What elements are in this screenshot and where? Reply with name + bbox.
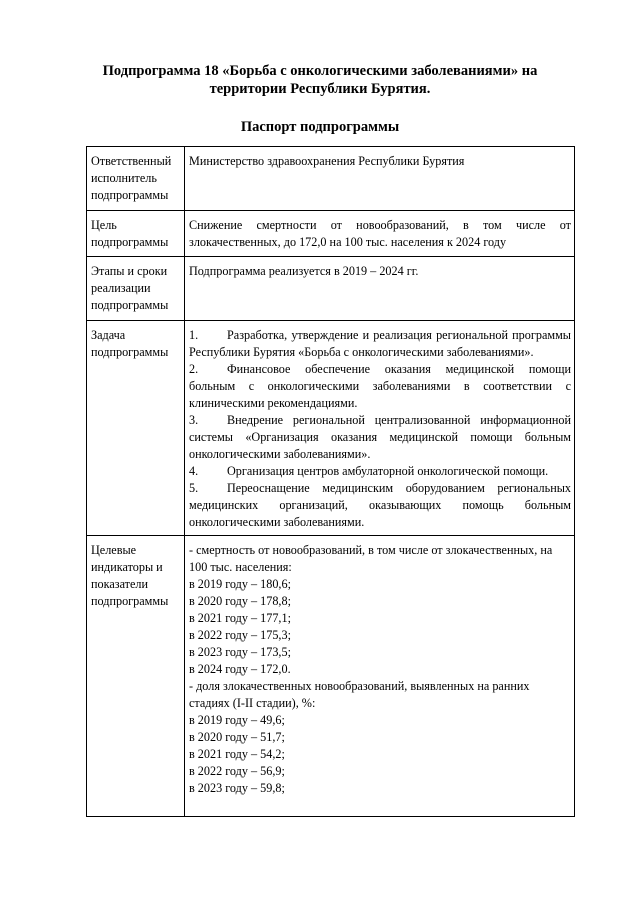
indicator-line: в 2023 году – 173,5; — [189, 645, 291, 659]
task-number: 2. — [189, 362, 199, 376]
indicator-line: в 2019 году – 180,6; — [189, 577, 291, 591]
row-label: Этапы и сроки реализации подпрограммы — [87, 257, 185, 321]
table-row — [87, 536, 575, 817]
indicator-line: в 2020 году – 178,8; — [189, 594, 291, 608]
table-row — [87, 211, 575, 257]
row-value: Подпрограмма реализуется в 2019 – 2024 гг. — [185, 257, 575, 321]
task-item — [189, 463, 571, 480]
indicator-line: в 2021 году – 177,1; — [189, 611, 291, 625]
table-row — [87, 147, 575, 211]
task-number: 4. — [189, 464, 199, 478]
task-text: Переоснащение медицинским оборудованием региональных медицинских организаций, оказывающих помощь больным онкологическими заболеваниями. — [189, 481, 571, 529]
indicator-line: в 2022 году – 175,3; — [189, 628, 291, 642]
row-label: Ответственный исполнитель подпрограммы — [87, 147, 185, 211]
indicator-line: в 2023 году – 59,8; — [189, 781, 285, 795]
task-item — [189, 327, 571, 361]
document-subtitle: Паспорт подпрограммы — [240, 119, 400, 135]
document-title — [60, 62, 580, 98]
task-text: Организация центров амбулаторной онкологической помощи. — [227, 464, 549, 478]
indicator-line: в 2020 году – 51,7; — [189, 730, 285, 744]
task-text: Финансовое обеспечение оказания медицинской помощи больным с онкологическими заболеваниями в соответствии с клиническими рекомендациями. — [189, 362, 571, 410]
row-label: Цель подпрограммы — [87, 211, 185, 257]
indicator-line: в 2021 году – 54,2; — [189, 747, 285, 761]
indicator-line: - смертность от новообразований, в том числе от злокачественных, на 100 тыс. населения: — [189, 543, 553, 574]
indicator-line: в 2024 году – 172,0. — [189, 662, 291, 676]
indicator-list — [185, 536, 575, 817]
task-text: Разработка, утверждение и реализация региональной программы Республики Бурятия «Борьба с онкологическими заболеваниями». — [189, 328, 571, 359]
task-item — [189, 361, 571, 412]
task-item — [189, 480, 571, 531]
task-list — [185, 321, 575, 536]
row-label: Задача подпрограммы — [87, 321, 185, 536]
indicator-line: в 2022 году – 56,9; — [189, 764, 285, 778]
indicator-line: - доля злокачественных новообразований, выявленных на ранних стадиях (I-II стадии), %: — [189, 679, 530, 710]
indicator-line: в 2019 году – 49,6; — [189, 713, 285, 727]
row-value: Снижение смертности от новообразований, в том числе от злокачественных, до 172,0 на 100 тыс. населения к 2024 году — [185, 211, 575, 257]
table-row — [87, 321, 575, 536]
task-text: Внедрение региональной централизованной информационной системы «Организация оказания медицинской помощи больным онкологическими заболеваниями». — [189, 413, 571, 461]
row-value: Министерство здравоохранения Республики Бурятия — [185, 147, 575, 211]
row-label: Целевые индикаторы и показатели подпрограммы — [87, 536, 185, 817]
task-number: 5. — [189, 481, 199, 495]
task-number: 1. — [189, 328, 199, 342]
document-title-line-1: Подпрограмма 18 «Борьба с онкологическими заболеваниями» на — [102, 63, 538, 79]
task-number: 3. — [189, 413, 199, 427]
document-title-line-2: территории Республики Бурятия. — [209, 81, 431, 97]
table-row — [87, 257, 575, 321]
passport-table — [86, 146, 575, 817]
task-item — [189, 412, 571, 463]
